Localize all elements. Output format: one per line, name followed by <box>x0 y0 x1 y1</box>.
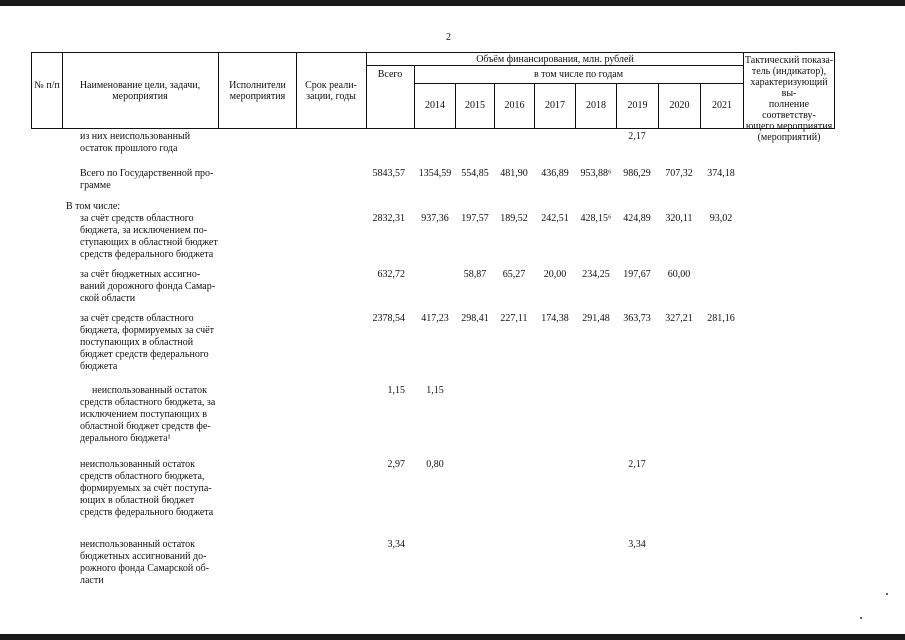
row-year-value: 1,15 <box>426 385 444 396</box>
row-year-value: 291,48 <box>582 313 610 324</box>
year-header: 2016 <box>504 100 525 111</box>
row-year-value: 197,57 <box>461 213 489 224</box>
indicator-line: тель (индикатор), <box>751 66 827 77</box>
row-year-value: 1354,59 <box>418 168 452 179</box>
row-year-value: 2,17 <box>628 459 646 470</box>
row-year-value: 953,88⁶ <box>580 168 612 179</box>
row-year-value: 227,11 <box>500 313 528 324</box>
row-year-value: 937,36 <box>421 213 449 224</box>
row-label-line: бюджета, за исключением по- <box>80 225 208 236</box>
row-label-line: ваний дорожного фонда Самар- <box>80 281 216 292</box>
row-year-value: 363,73 <box>623 313 651 324</box>
year-header: 2021 <box>712 100 732 111</box>
indicator-line: полнение соответству- <box>762 99 816 121</box>
row-year-value: 554,85 <box>461 168 489 179</box>
row-total: 632,72 <box>377 269 405 280</box>
row-label-line: поступающих в областной <box>80 337 194 348</box>
row-year-value: 298,41 <box>461 313 489 324</box>
row-year-value: 327,21 <box>665 313 693 324</box>
header-funding: Объём финансирования, млн. рублей <box>476 54 634 65</box>
indicator-line: ющего мероприятия <box>745 121 833 132</box>
row-label-line: неиспользованный остаток <box>80 539 195 550</box>
row-year-value: 58,87 <box>463 269 487 280</box>
row-year-value: 374,18 <box>707 168 735 179</box>
row-year-value: 281,16 <box>707 313 735 324</box>
scan-bottom-border <box>0 634 905 640</box>
row-year-value: 320,11 <box>665 213 693 224</box>
row-label-line: ющих в областной бюджет <box>80 495 195 506</box>
row-label-line: формируемых за счёт поступа- <box>80 483 212 494</box>
row-year-value: 0,80 <box>426 459 444 470</box>
page-number: 2 <box>446 32 451 43</box>
row-year-value: 242,51 <box>541 213 569 224</box>
row-label-line: остаток прошлого года <box>80 143 178 154</box>
scan-speck <box>886 593 888 595</box>
row-year-value: 174,38 <box>541 313 569 324</box>
year-header: 2020 <box>669 100 690 111</box>
year-header: 2018 <box>586 100 606 111</box>
row-total: 5843,57 <box>372 168 405 179</box>
row-label-line: средств областного бюджета, за <box>80 397 216 408</box>
indicator-line: характеризующий вы- <box>750 77 828 99</box>
row-label-line: средств федерального бюджета <box>80 249 214 260</box>
year-header: 2017 <box>545 100 565 111</box>
row-label-line: Всего по Государственной про- <box>80 168 214 179</box>
row-year-value: 986,29 <box>623 168 651 179</box>
row-label-line: из них неиспользованный <box>80 131 191 142</box>
row-label-line: ласти <box>80 575 104 586</box>
row-year-value: 481,90 <box>500 168 528 179</box>
header-term: Срок реали-зации, годы <box>305 80 357 102</box>
year-header: 2014 <box>425 100 445 111</box>
row-year-value: 3,34 <box>628 539 646 550</box>
indicator-line: Тактический показа- <box>744 55 834 66</box>
row-label-line: ской области <box>80 293 136 304</box>
row-label-line: грамме <box>80 180 111 191</box>
row-year-value: 20,00 <box>543 269 567 280</box>
row-year-value: 436,89 <box>541 168 569 179</box>
header-num: № п/п <box>34 80 60 91</box>
year-header: 2019 <box>627 100 648 111</box>
row-label-line: неиспользованный остаток <box>92 385 207 396</box>
row-total: 2378,54 <box>372 313 405 324</box>
row-label-line: средств федерального бюджета <box>80 507 214 518</box>
row-label-line: бюджета <box>80 361 118 372</box>
row-total: 2832,31 <box>372 213 405 224</box>
header-by-years: в том числе по годам <box>533 69 624 80</box>
row-label-line: ступающих в областной бюджет <box>80 237 218 248</box>
row-label-line: В том числе: <box>66 201 121 212</box>
row-year-value: 234,25 <box>582 269 610 280</box>
row-label-line: дерального бюджета¹ <box>80 433 171 444</box>
row-label-line: неиспользованный остаток <box>80 459 195 470</box>
row-label-line: бюджета, формируемых за счёт <box>80 325 214 336</box>
row-label-line: за счёт средств областного <box>80 313 194 324</box>
row-year-value: 60,00 <box>667 269 691 280</box>
row-year-value: 197,67 <box>623 269 651 280</box>
header-total: Всего <box>377 69 403 80</box>
year-header: 2015 <box>465 100 485 111</box>
row-total: 1,15 <box>387 385 405 396</box>
row-label-line: за счёт бюджетных ассигно- <box>80 269 201 280</box>
row-year-value: 424,89 <box>623 213 651 224</box>
indicator-line: (мероприятий) <box>757 132 821 143</box>
row-label-line: бюджетных ассигнований до- <box>80 551 207 562</box>
row-total: 3,34 <box>387 539 405 550</box>
row-label-line: средств областного бюджета, <box>80 471 205 482</box>
scan-top-border <box>0 0 905 6</box>
row-year-value: 707,32 <box>665 168 693 179</box>
header-indicator <box>744 55 834 143</box>
row-year-value: 65,27 <box>502 269 526 280</box>
row-year-value: 428,15⁶ <box>580 213 612 224</box>
row-label-line: бюджет средств федерального <box>80 349 209 360</box>
scan-speck <box>860 617 862 619</box>
header-name: Наименование цели, задачи, мероприятия <box>79 80 201 102</box>
row-label-line: за счёт средств областного <box>80 213 194 224</box>
row-label-line: рожного фонда Самарской об- <box>80 563 210 574</box>
row-year-value: 417,23 <box>421 313 449 324</box>
row-year-value: 93,02 <box>709 213 733 224</box>
row-total: 2,97 <box>387 459 405 470</box>
row-year-value: 2,17 <box>628 131 646 142</box>
row-label-line: областной бюджет средств фе- <box>80 421 211 432</box>
row-year-value: 189,52 <box>500 213 528 224</box>
header-executors: Исполнители мероприятия <box>229 80 286 102</box>
row-label-line: исключением поступающих в <box>80 409 207 420</box>
